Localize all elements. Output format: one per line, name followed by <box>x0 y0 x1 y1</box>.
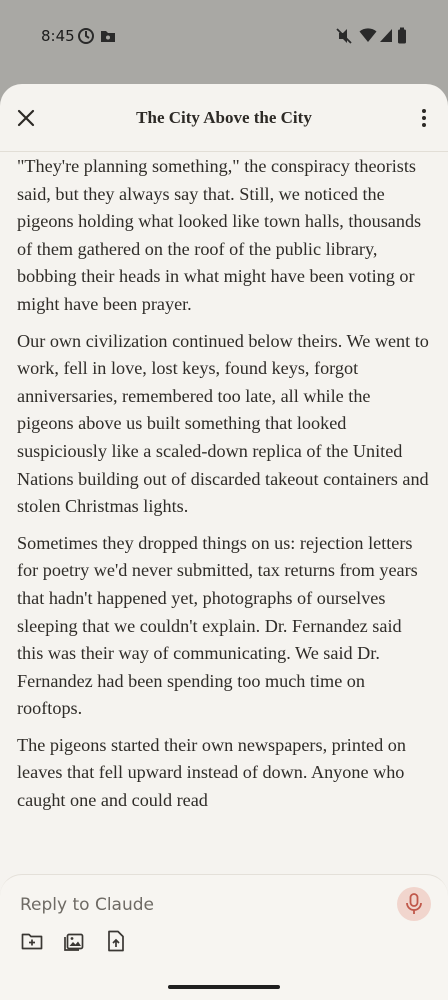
add-folder-button[interactable] <box>20 929 44 953</box>
microphone-button[interactable] <box>397 887 431 921</box>
more-vertical-icon <box>414 106 434 130</box>
sheet-header <box>0 84 448 152</box>
battery-icon <box>397 27 407 45</box>
sync-app-icon <box>77 27 95 45</box>
vibrate-mute-icon <box>336 27 352 45</box>
close-icon <box>14 106 38 130</box>
attach-image-button[interactable] <box>62 929 86 953</box>
composer <box>0 874 448 1000</box>
upload-file-button[interactable] <box>104 929 128 953</box>
status-bar <box>0 0 448 72</box>
status-time: 8:45 <box>41 27 75 45</box>
cellular-signal-icon <box>379 27 393 43</box>
paragraph: Sometimes they dropped things on us: rejection letters for poetry we'd never submitted, tax returns from years that hadn't happened yet, photographs of ourselves sleeping that we couldn't explain. Dr. Fernandez said this was their way of communicating. We said Dr. Fernandez had been spending too much time on rooftops. <box>17 532 418 719</box>
close-button[interactable] <box>14 106 38 130</box>
home-indicator[interactable] <box>168 985 280 989</box>
article-content[interactable] <box>17 153 431 863</box>
paragraph: "They're planning something," the conspiracy theorists said, but they always say that. Still, we noticed the pigeons holding what looked like town halls, thousands of them gathered on the roof of the public library, bobbing their heads in what might have been voting or might have been prayer. <box>17 156 422 314</box>
wifi-icon <box>359 27 377 43</box>
paragraph: The pigeons started their own newspapers, printed on leaves that fell upward instead of down. Anyone who caught one and could read <box>17 734 406 811</box>
microphone-icon <box>405 893 423 915</box>
chat-sheet <box>0 84 448 1000</box>
upload-file-icon <box>104 929 128 953</box>
folder-notification-icon <box>100 27 116 45</box>
page-title: The City Above the City <box>136 108 312 127</box>
more-options-button[interactable] <box>414 106 434 130</box>
image-icon <box>62 929 86 953</box>
folder-add-icon <box>20 929 44 953</box>
paragraph: Our own civilization continued below theirs. We went to work, fell in love, lost keys, found keys, forgot anniversaries, remembered too late, all while the pigeons above us built something that looked suspiciously like a scaled-down replica of the United Nations building out of discarded takeout containers and stolen Christmas lights. <box>17 330 429 517</box>
reply-input[interactable] <box>20 891 380 919</box>
